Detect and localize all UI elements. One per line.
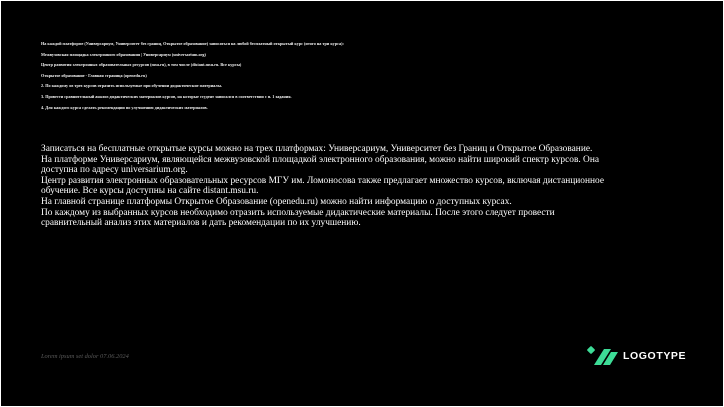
main-text-line: По каждому из выбранных курсов необходимо отразить используемые дидактические материалы. После этого следует провести bbox=[41, 207, 555, 218]
logotype-mark-icon bbox=[587, 345, 619, 367]
task-line: 4. Для каждого курса сделать рекомендации по улучшению дидактических материалов. bbox=[41, 104, 208, 110]
main-text bbox=[41, 144, 604, 229]
logo bbox=[587, 345, 686, 367]
main-text-line: доступна по адресу universarium.org. bbox=[41, 165, 188, 176]
main-text-line: На главной странице платформы Открытое Образование (openedu.ru) можно найти информацию о доступных курсах. bbox=[41, 196, 512, 207]
main-text-line: Центр развития электронных образовательных ресурсов МГУ им. Ломоносова также предлагает множество курсов, включая дистанционное bbox=[41, 175, 604, 186]
main-text-line: Записаться на бесплатные открытые курсы можно на трех платформах: Универсариум, Университет без Границ и Открытое Образование. bbox=[41, 144, 593, 154]
task-line: Центр развития электронных образовательных ресурсов (msu.ru), в том числе (distant.msu.ru. Все курсы) bbox=[41, 62, 242, 68]
logo-text: LOGOTYPE bbox=[623, 350, 687, 362]
task-instructions bbox=[41, 41, 601, 115]
task-line: Межвузовская площадка электронного образования | Универсариум (universarium.org) bbox=[41, 51, 206, 57]
presentation-slide bbox=[1, 1, 723, 406]
main-text-line: сравнительный анализ этих материалов и дать рекомендации по их улучшению. bbox=[41, 218, 361, 229]
task-line: 3. Провести сравнительный анализ дидактических материалов курсов, на которые студент записался в соответствии с п. 1 задания. bbox=[41, 93, 292, 99]
main-text-line: На платформе Универсариум, являющейся межвузовской площадкой электронного образования, можно найти широкий спектр курсов. Она bbox=[41, 154, 600, 165]
task-line: На каждой платформе (Универсариум, Университет без границ, Открытое образование) записаться на любой бесплатный открытый курс (итого на три курса): bbox=[41, 41, 344, 46]
task-line: 2. По каждому из трех курсов отразить используемые при обучении дидактические материалы. bbox=[41, 83, 222, 89]
main-text-line: обучение. Все курсы доступны на сайте distant.msu.ru. bbox=[41, 186, 259, 197]
task-line: Открытое образование - Главная страница (openedu.ru) bbox=[41, 72, 147, 78]
footer-caption: Lorem ipsum set dolor 07.06.2024 bbox=[41, 353, 129, 360]
